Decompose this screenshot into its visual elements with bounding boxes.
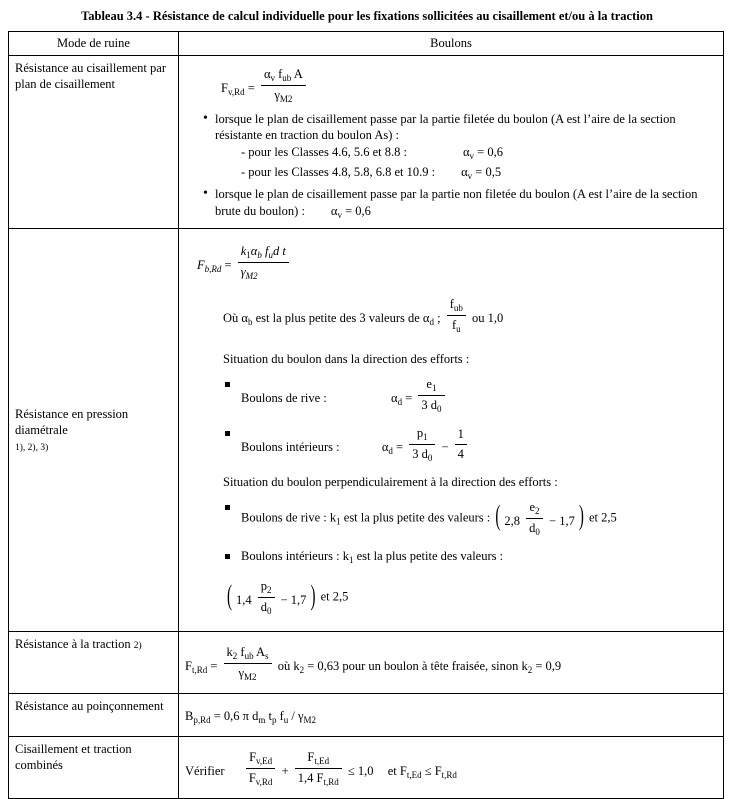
3d0b-sub: 0 <box>427 452 433 463</box>
bearing-content <box>179 229 724 632</box>
Fv-Rd-sub: v,Rd <box>255 776 273 787</box>
shear-class-1-sym: α <box>462 145 470 160</box>
pi-symbol: π <box>242 709 249 724</box>
bearing-frac-p2-num <box>258 578 275 598</box>
alpha-d-1: α <box>391 391 398 406</box>
shear-eq: = <box>247 81 255 96</box>
punching-eq: = <box>213 709 221 724</box>
tension-lhs: F <box>185 659 192 674</box>
mode-combined-label: Cisaillement et traction combinés <box>9 737 179 799</box>
f-ub-sub: ub <box>282 72 292 83</box>
shear-class-2-value: = 0,5 <box>475 165 502 180</box>
coef-28: 2,8 <box>504 514 521 529</box>
shear-class-1-value: = 0,6 <box>477 145 503 160</box>
tension-denominator <box>224 664 272 683</box>
tension-fraction <box>224 644 272 683</box>
gamma-b-sub: M2 <box>245 270 258 281</box>
dm-sub: m <box>258 714 266 725</box>
bearing-rive-expression <box>493 499 585 538</box>
bearing-frac-p1-den <box>409 445 435 464</box>
slash: / <box>291 709 295 724</box>
ou-frac-den <box>447 316 466 335</box>
alpha-b: α <box>250 244 258 259</box>
shear-class-2-label: - pour les Classes 4.8, 5.8, 6.8 et 10.9 : <box>241 165 436 180</box>
quarter-num: 1 <box>455 426 467 445</box>
bearing-frac-p1 <box>409 425 435 464</box>
combined-cond-a-sub: t,Ed <box>406 770 422 781</box>
fub-t: f <box>240 645 245 660</box>
3d0: 3 d <box>421 398 438 413</box>
table-row-bearing <box>9 229 724 632</box>
shear-bullet-2-sym-sub: v <box>337 209 342 220</box>
ou-frac-num <box>447 296 466 316</box>
table-row-combined <box>9 737 724 799</box>
shear-lhs-sub: v,Rd <box>227 86 245 97</box>
bearing-denominator <box>238 263 289 282</box>
bearing-item-rive-1: Boulons de rive : $\alpha_d$ = $\frac{e_1}{3 d_0}$ <box>225 376 717 415</box>
As: A <box>256 645 266 660</box>
table-row-shear <box>9 55 724 228</box>
mode-bearing-label <box>9 229 179 632</box>
p2-sub: 2 <box>267 584 272 595</box>
bearing-item-rive-2-text: est la plus petite des valeurs : <box>343 510 491 525</box>
mode-tension-text: Résistance à la traction <box>15 637 131 652</box>
alpha-d-1-sub: d <box>397 397 403 408</box>
quarter-den: 4 <box>457 447 464 462</box>
table-row-punching <box>9 694 724 737</box>
ou-value: 1,0 <box>487 311 504 326</box>
bearing-frac-e1 <box>418 376 444 415</box>
gamma: γ <box>274 87 280 102</box>
tp: t <box>268 709 272 724</box>
e2: e <box>529 499 536 514</box>
As-sub: s <box>265 650 269 661</box>
combined-f2-num <box>295 749 342 769</box>
minus-sign-1: − <box>441 440 449 455</box>
ou-frac-den-f: f <box>451 318 457 333</box>
shear-bullet-2-text: lorsque le plan de cisaillement passe par la partie non filetée du boulon (A est l’aire de la section brute du boulon) : <box>215 187 698 218</box>
fub-t-sub: ub <box>244 650 254 661</box>
ou-pre: Où <box>223 311 239 326</box>
d: d <box>272 244 280 259</box>
dm: d <box>252 709 259 724</box>
bearing-item-rive-1-label: Boulons de rive : <box>241 391 327 406</box>
p1-sub: 1 <box>423 431 428 442</box>
tension-note-mid-sub: 2 <box>527 665 533 676</box>
mode-tension-label <box>9 632 179 694</box>
mode-bearing-text: Résistance en pression diamétrale <box>15 406 129 437</box>
gamma-sub: M2 <box>279 93 293 104</box>
k1-sub: 1 <box>246 249 251 260</box>
bearing-numerator <box>238 243 289 263</box>
header-mode-de-ruine: Mode de ruine <box>9 31 179 55</box>
bearing-item-interieur-2-text: est la plus petite des valeurs : <box>356 548 504 563</box>
shear-numerator <box>261 66 306 86</box>
bearing-item-rive-2-label: Boulons de rive : <box>241 510 327 525</box>
val-25-b: 2,5 <box>332 589 349 604</box>
coef-14: 1,4 <box>236 593 252 608</box>
combined-cond-a: F <box>399 764 407 779</box>
k1-rive: k <box>329 510 337 525</box>
bearing-frac-p2 <box>258 578 275 617</box>
shear-denominator <box>261 86 306 105</box>
punching-lhs: B <box>185 709 194 724</box>
ou-alpha-sub: b <box>247 317 253 328</box>
bearing-item-rive-2 <box>225 499 717 538</box>
e1-sub: 1 <box>431 382 437 393</box>
punching-formula <box>185 708 717 726</box>
e1: e <box>426 377 432 391</box>
combined-cond-le: ≤ <box>424 764 432 779</box>
bearing-frac-e2-num <box>526 499 543 519</box>
gamma-p-sub: M2 <box>303 714 317 725</box>
Fv-Ed-sub: v,Ed <box>256 755 273 766</box>
Ft-Ed-sub: t,Ed <box>314 755 330 766</box>
d0-a: d <box>529 520 536 535</box>
bearing-item-interieur-2 <box>225 548 717 617</box>
combined-f1-den <box>246 769 276 788</box>
bearing-frac-e1-num <box>418 376 444 396</box>
shear-content <box>179 55 724 228</box>
Fv-Ed: F <box>249 750 257 765</box>
gamma-b: γ <box>240 265 246 280</box>
Ft-Ed: F <box>307 750 315 765</box>
bearing-formula <box>197 243 717 282</box>
combined-content <box>179 737 724 799</box>
bearing-interieur-expression <box>225 578 317 617</box>
fu-p-sub: u <box>283 714 289 725</box>
shear-class-1-sym-sub: v <box>469 151 475 162</box>
bearing-frac-quarter <box>455 426 467 463</box>
tension-note-pre-sub: 2 <box>299 665 305 676</box>
fu: f <box>264 244 269 259</box>
et-a: et <box>588 510 598 525</box>
d0-a-sub: 0 <box>535 526 540 537</box>
shear-bullet-2-value: = 0,6 <box>345 203 371 218</box>
k1-int-sub: 1 <box>348 554 354 565</box>
bearing-item-interieur-2-label: Boulons intérieurs : <box>241 548 340 563</box>
mode-tension-footnote: 2) <box>133 641 142 652</box>
tension-note-pre: où k <box>277 659 300 674</box>
bearing-frac-e2-den <box>526 519 543 538</box>
table-caption <box>22 8 712 25</box>
tension-lhs-sub: t,Rd <box>191 665 208 676</box>
14-Ft-Rd: 1,4 F <box>297 771 324 786</box>
gamma-p: γ <box>298 709 304 724</box>
bearing-eq: = <box>224 258 232 273</box>
ou-frac-num-f: f <box>449 297 454 312</box>
minus-17-a: − 1,7 <box>549 514 575 529</box>
t: t <box>282 244 286 259</box>
shear-class-1-label: - pour les Classes 4.6, 5.6 et 8.8 : <box>241 145 407 160</box>
bearing-situation-2: Situation du boulon perpendiculairement à la direction des efforts : <box>223 475 558 490</box>
alpha-v: α <box>263 66 271 81</box>
shear-class-2-sym-sub: v <box>467 171 473 182</box>
combined-et: et <box>387 764 397 779</box>
ou-alpha: α <box>241 311 248 326</box>
bearing-ou-line <box>223 296 717 335</box>
shear-bullet-2-sym: α <box>330 203 338 218</box>
d0-b: d <box>260 600 267 614</box>
shear-formula <box>221 66 717 105</box>
shear-class-line-2 <box>241 163 717 183</box>
bearing-item-interieur-1: Boulons intérieurs : $\alpha_d$ = $\frac{p_1}{3 d_0}$ − $\frac{1}{4}$ <box>225 425 717 464</box>
mode-shear-label: Résistance au cisaillement par plan de cisaillement <box>9 55 179 228</box>
tension-note-end: = 0,9 <box>535 659 562 674</box>
combined-f1-num <box>246 749 276 769</box>
combined-verify-label: Vérifier <box>185 764 225 779</box>
punching-content <box>179 694 724 737</box>
alpha-d-2: α <box>381 440 389 455</box>
mode-bearing-footnote: 1), 2), 3) <box>15 443 49 454</box>
caption-label: Tableau 3.4 - <box>81 9 150 23</box>
bearing-list-2 <box>185 499 717 617</box>
Fv-Rd: F <box>248 771 256 786</box>
shear-class-line-1 <box>241 143 717 163</box>
bearing-lhs: F <box>197 258 205 273</box>
3d0b: 3 d <box>412 447 428 462</box>
k2: k <box>226 645 233 660</box>
minus-17-b: − 1,7 <box>280 593 307 608</box>
mode-punching-label: Résistance au poinçonnement <box>9 694 179 737</box>
combined-cond-b-sub: t,Rd <box>441 770 457 781</box>
p2: p <box>260 578 267 593</box>
e2-sub: 2 <box>535 505 540 516</box>
bearing-frac-p1-num <box>409 425 435 445</box>
header-boulons: Boulons <box>179 31 724 55</box>
tension-formula-line <box>185 644 717 683</box>
fu-p: f <box>279 709 284 724</box>
bearing-frac-e1-den <box>418 396 444 415</box>
tension-content <box>179 632 724 694</box>
ou-ad: α <box>422 311 430 326</box>
bearing-frac-p2-den <box>258 598 275 617</box>
fu-sub: u <box>268 249 273 260</box>
shear-bullet-1 <box>203 111 717 183</box>
ou-frac-den-sub: u <box>456 323 461 334</box>
f-ub: f <box>278 66 283 81</box>
area-A: A <box>293 66 303 81</box>
ou-mid: est la plus petite des 3 valeurs de <box>255 311 420 326</box>
bearing-situation-1: Situation du boulon dans la direction des efforts : <box>223 352 470 367</box>
combined-le: ≤ 1,0 <box>347 764 374 779</box>
table-header-row <box>9 31 724 55</box>
gamma-t-sub: M2 <box>244 671 257 682</box>
et-b: et <box>320 589 330 604</box>
punching-coef: 0,6 <box>223 709 240 724</box>
shear-class-2-sym: α <box>461 165 468 180</box>
tension-numerator <box>224 644 272 664</box>
14-Ft-Rd-sub: t,Rd <box>323 776 339 787</box>
bearing-fraction <box>238 243 289 282</box>
bearing-lhs-sub: b,Rd <box>204 264 222 275</box>
3d0-sub: 0 <box>437 403 442 414</box>
caption-text: Résistance de calcul individuelle pour les fixations sollicitées au cisaillement et/ou à la traction <box>152 9 653 23</box>
combined-cond-b: F <box>434 764 442 779</box>
tp-sub: p <box>271 714 277 725</box>
d0-b-sub: 0 <box>267 605 272 616</box>
gamma-t: γ <box>238 666 245 681</box>
k2-sub: 2 <box>232 650 238 661</box>
ou-sep: ; <box>437 311 441 326</box>
table-row-tension <box>9 632 724 694</box>
ou-or: ou <box>472 311 485 326</box>
bearing-item-interieur-1-label: Boulons intérieurs : <box>241 440 340 455</box>
shear-bullet-list <box>185 111 717 221</box>
k1: k <box>240 244 247 259</box>
shear-bullet-1-text: lorsque le plan de cisaillement passe par la partie filetée du boulon (A est l’aire de la section résistante en traction du boulon As) : <box>215 111 676 143</box>
combined-plus: + <box>281 764 289 779</box>
ou-fraction <box>447 296 466 335</box>
bearing-list-1 <box>185 376 717 464</box>
combined-f2-den <box>295 769 342 788</box>
p1: p <box>416 426 424 441</box>
ou-ad-sub: d <box>429 317 434 328</box>
shear-bullet-2 <box>203 186 717 221</box>
shear-fraction <box>261 66 306 105</box>
bearing-frac-e2 <box>526 499 543 538</box>
k1-rive-sub: 1 <box>336 516 341 527</box>
resistance-table <box>8 31 724 799</box>
shear-lhs: F <box>221 81 228 96</box>
alpha-v-sub: v <box>270 72 275 83</box>
punching-lhs-sub: p,Rd <box>193 714 211 725</box>
tension-eq: = <box>210 659 218 674</box>
tension-note-mid: = 0,63 pour un boulon à tête fraisée, sinon k <box>307 659 528 674</box>
alpha-d-2-sub: d <box>388 446 393 457</box>
alpha-b-sub: b <box>257 249 262 260</box>
val-25-a: 2,5 <box>601 510 617 525</box>
k1-int: k <box>342 548 349 563</box>
ou-frac-num-sub: ub <box>453 302 463 313</box>
